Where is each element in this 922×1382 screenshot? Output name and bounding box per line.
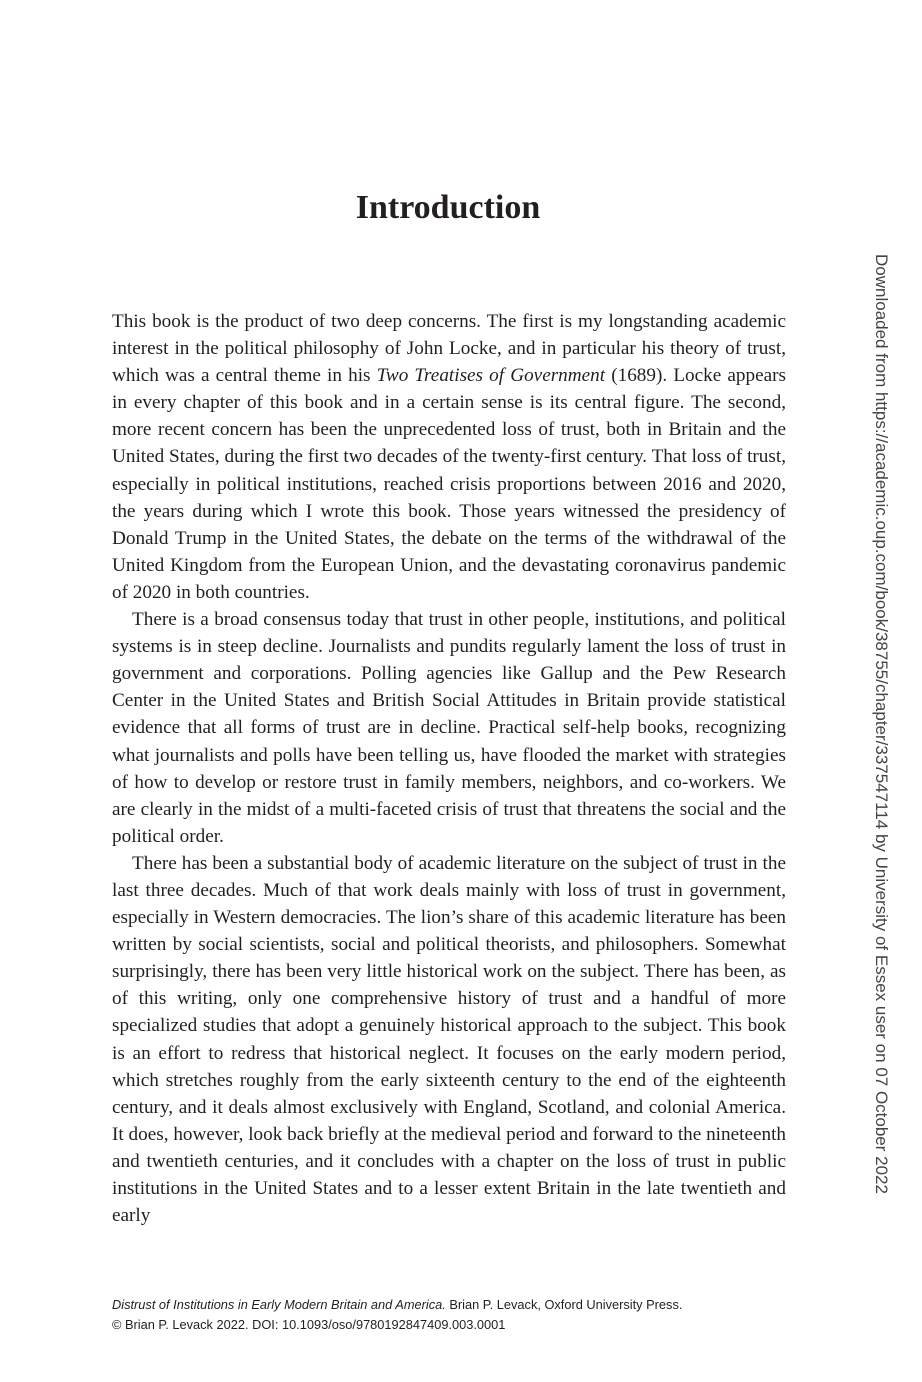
body-text <box>112 308 786 1229</box>
footer-citation <box>112 1295 812 1335</box>
footer-book-title: Distrust of Institutions in Early Modern Britain and America. <box>112 1297 446 1312</box>
paragraph-1 <box>112 308 786 606</box>
footer-publisher: Brian P. Levack, Oxford University Press. <box>445 1297 683 1312</box>
paragraph-3: There has been a substantial body of academic literature on the subject of trust in the last three decades. Much of that work deals mainly with loss of trust in government, especially in Western democracies. The lion’s share of this academic literature has been written by social scientists, social and political theorists, and philosophers. Somewhat surprisingly, there has been very little historical work on the subject. There has been, as of this writing, only one comprehensive history of trust and a handful of more specialized studies that adopt a genuinely historical approach to the subject. This book is an effort to redress that historical neglect. It focuses on the early modern period, which stretches roughly from the early sixteenth century to the end of the eighteenth century, and it deals almost exclusively with England, Scotland, and colonial America. It does, however, look back briefly at the medieval period and forward to the nineteenth and twentieth centuries, and it concludes with a chapter on the loss of trust in public institutions in the United States and to a lesser extent Britain in the late twentieth and early <box>112 852 786 1227</box>
paragraph-2: There is a broad consensus today that trust in other people, institutions, and political systems is in steep decline. Journalists and pundits regularly lament the loss of trust in government and corporations. Polling agencies like Gallup and the Pew Research Center in the United States and British Social Attitudes in Britain provide statistical evidence that all forms of trust are in decline. Practical self-help books, recognizing what journalists and polls have been telling us, have flooded the market with strategies of how to develop or restore trust in family members, neighbors, and co-workers. We are clearly in the midst of a multi-faceted crisis of trust that threatens the social and the political order. <box>112 609 786 847</box>
chapter-title: Introduction <box>355 189 541 226</box>
paragraph-1-text-b: (1689). Locke appears in every chapter of this book and in a certain sense is its central figure. The second, more recent concern has been the unprecedented loss of trust, both in Britain and the United States, during the first two decades of the twenty-first century. That loss of trust, especially in political institutions, reached crisis proportions between 2016 and 2020, the years during which I wrote this book. Those years witnessed the presidency of Donald Trump in the United States, the debate on the terms of the withdrawal of the United Kingdom from the European Union, and the devastating coronavirus pandemic of 2020 in both countries. <box>112 365 786 603</box>
footer-line-1 <box>112 1295 812 1315</box>
paragraph-1-text-a: This book is the product of two deep concerns. The first is my longstanding academic interest in the political philosophy of John Locke, and in particular his theory of trust, which was a central theme in his <box>112 311 786 387</box>
footer-copyright: © Brian P. Levack 2022. DOI: 10.1093/oso/9780192847409.003.0001 <box>112 1317 506 1332</box>
book-title-italic: Two Treatises of Government <box>376 365 606 387</box>
download-watermark: Downloaded from https://academic.oup.com/book/38755/chapter/337547114 by University of Essex user on 07 October 2022 <box>872 254 891 1194</box>
